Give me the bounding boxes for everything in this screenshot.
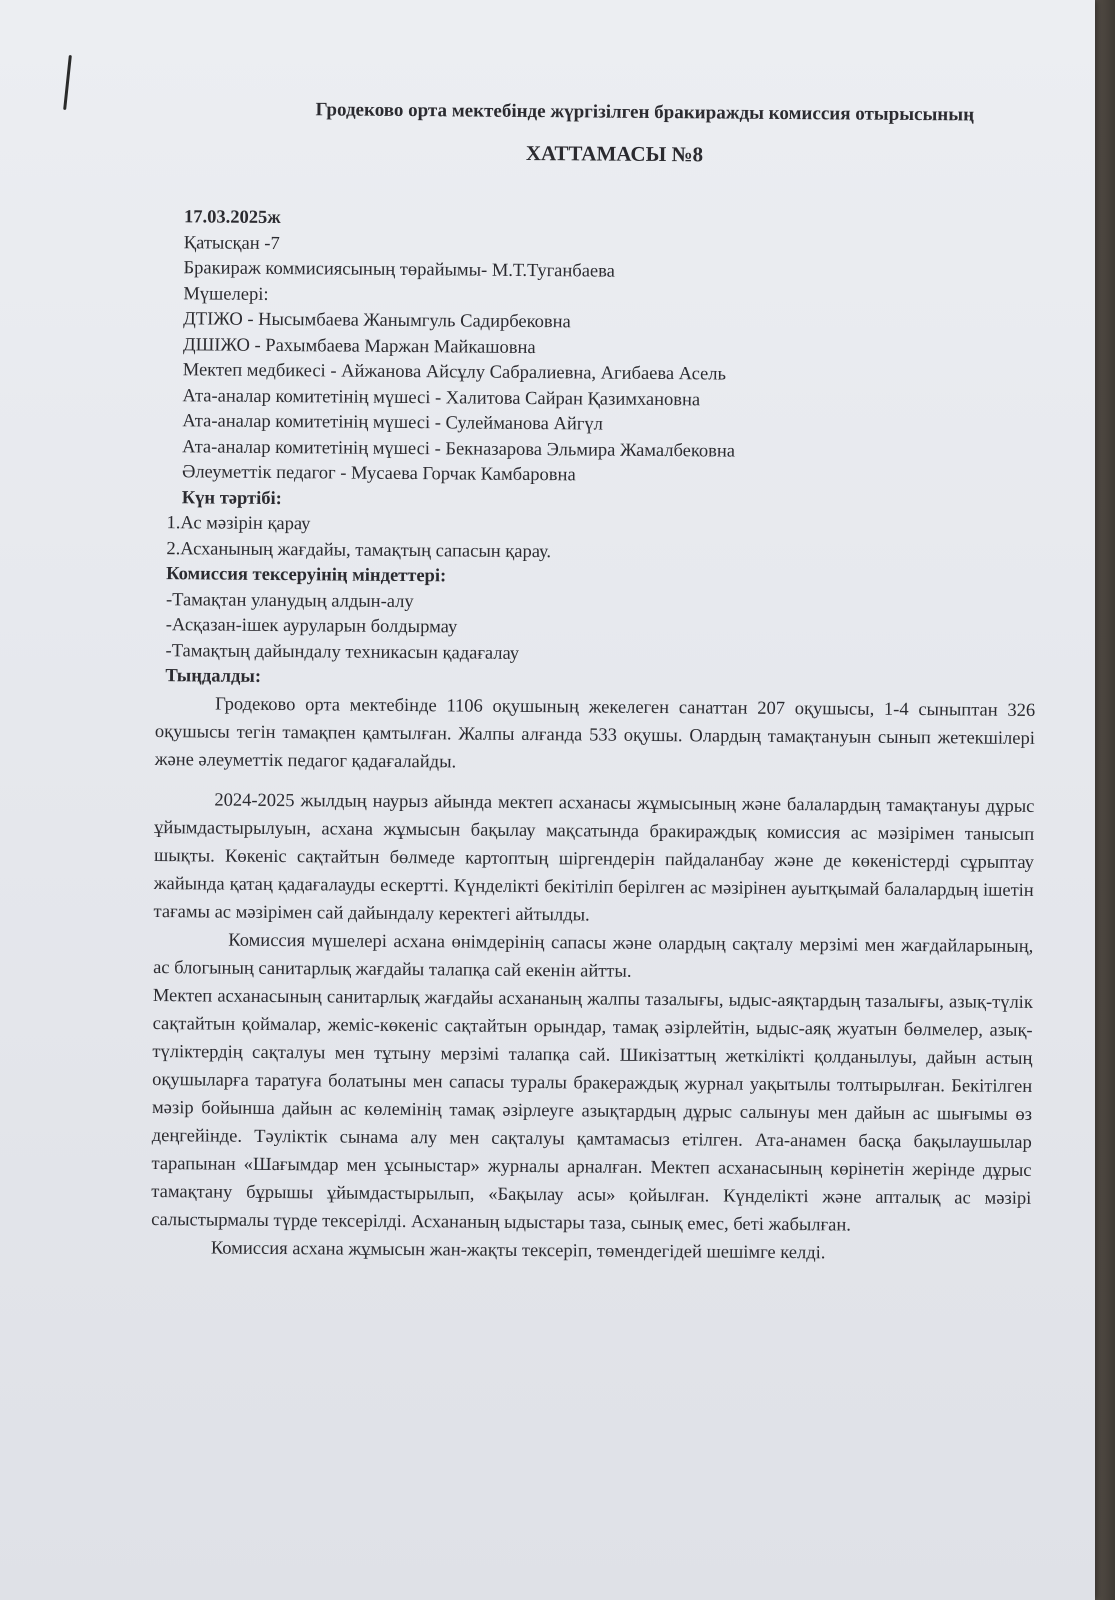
agenda-item: 2.Асханының жағдайы, тамақтың сапасын қарау. xyxy=(166,538,552,562)
heard-paragraph: Гродеково орта мектебінде 1106 оқушының жекелеген санаттан 207 оқушысы, 1-4 сыныптан 326 оқушысы тегін тамақпен қамтылған. Жалпы алғанда 533 оқушы. Олардың тамақтануын сынып жетекшілері және әлеуметтік педагог қадағалайды. xyxy=(154,694,1036,772)
protocol-number: ХАТТАМАСЫ №8 xyxy=(525,140,704,167)
pen-mark xyxy=(63,55,72,110)
members-label: Мүшелері: xyxy=(183,283,269,305)
meeting-date: 17.03.2025ж xyxy=(183,207,281,229)
document-title: Гродеково орта мектебінде жүргізілген бракиражды комиссия отырысының xyxy=(315,99,975,126)
member-line: Ата-аналар комитетінің мүшесі - Сулейманова Айгүл xyxy=(182,411,603,435)
agenda-section xyxy=(146,485,1077,569)
attendance-count: Қатысқан -7 xyxy=(183,232,280,254)
chairman-line: Бракираж коммисиясының төрайымы- М.Т.Туганбаева xyxy=(183,258,615,282)
member-line: Әлеуметтік педагог - Мусаева Горчак Камбаровна xyxy=(181,462,576,486)
task-item: -Асқазан-ішек ауруларын болдырмау xyxy=(165,615,458,638)
meeting-info xyxy=(147,205,1079,493)
heard-paragraph: Мектеп асханасының санитарлық жағдайы асхананың жалпы тазалығы, ыдыс-аяқтардың тазалығы, азық-түлік сақтайтын қоймалар, жеміс-көкеніс сақтайтын орындар, тамақ әзірлейтін, ыдыс-аяқ жуатын бөлмелер, азық-түліктердің сақталуы мен тұтыну мерзімі талапқа сай. Шикізаттың жеткілікті қолданылуы, дайын астың оқушыларға таратуға болатыны мен сапасы туралы бракераждық журнал уақытылы толтырылған. Бекітілген мәзір бойынша дайын ас көлемінің тамақ әзірлеуге азықтардың дұрыс салынуы мен дайын ас шығымы өз деңгейінде. Тәуліктік сынама алу мен сақталуы қамтамасыз етілген. Ата-анамен басқа бақылаушылар тарапынан «Шағымдар мен ұсыныстар» журналы арналған. Мектеп асханасының көрінетін жерінде дұрыс тамақтану бұрышы ұйымдастырылып, «Бақылау асы» қойылған. Күнделікті және апталық ас мәзірі салыстырмалы түрде тексерілді. Асхананың ыдыстары таза, сынық емес, беті жабылған. xyxy=(151,985,1033,1236)
member-line: Мектеп медбикесі - Айжанова Айсұлу Сабралиевна, Агибаева Асель xyxy=(182,360,727,385)
member-line: ДШІЖО - Рахымбаева Маржан Майкашовна xyxy=(182,334,536,358)
member-line: Ата-аналар комитетінің мүшесі - Халитова Сайран Қазимхановна xyxy=(182,385,701,410)
task-item: -Тамақтың дайындалу техникасын қадағалау xyxy=(165,640,520,664)
heard-heading: Тыңдалды: xyxy=(165,666,262,687)
member-line: Ата-аналар комитетінің мүшесі - Бекназарова Эльмира Жамалбековна xyxy=(182,436,736,462)
protocol-document xyxy=(141,90,1080,1269)
tasks-section xyxy=(145,562,1076,697)
tasks-heading: Комиссия тексеруінің міндеттері: xyxy=(166,564,447,587)
agenda-heading: Күн тәртібі: xyxy=(181,487,282,509)
heard-paragraph: Комиссия мүшелері асхана өнімдерінің сапасы және олардың сақталу мерзімі мен жағдайларының, ас блогының санитарлық жағдайы талапқа сай екенін айтты. xyxy=(153,930,1034,982)
agenda-item: 1.Ас мәзірін қарау xyxy=(166,513,311,535)
heard-paragraph: 2024-2025 жылдың наурыз айында мектеп асханасы жұмысының және балалардың тамақтануы дұрыс ұйымдастырылуын, асхана жұмысын бақылау мақсатында бракираждық комиссия ас мәзірімен танысып шықты. Көкеніс сақтайтын бөлмеде картоптың шіргендерін пайдаланбау және де көкеністерді сұрыптау жайында қатаң қадағалауды ескертті. Күнделікті бекітіліп берілген ас мәзірінен ауытқымай балалардың ішетін тағамы ас мәзірімен сай дайындалу керектегі айтылды. xyxy=(153,790,1035,925)
conclusion-paragraph: Комиссия асхана жұмысын жан-жақты тексеріп, төмендегідей шешімге келді. xyxy=(210,1238,826,1263)
task-item: -Тамақтан уланудың алдын-алу xyxy=(165,589,414,612)
member-line: ДТІЖО - Нысымбаева Жанымгуль Садирбековна xyxy=(183,309,571,333)
